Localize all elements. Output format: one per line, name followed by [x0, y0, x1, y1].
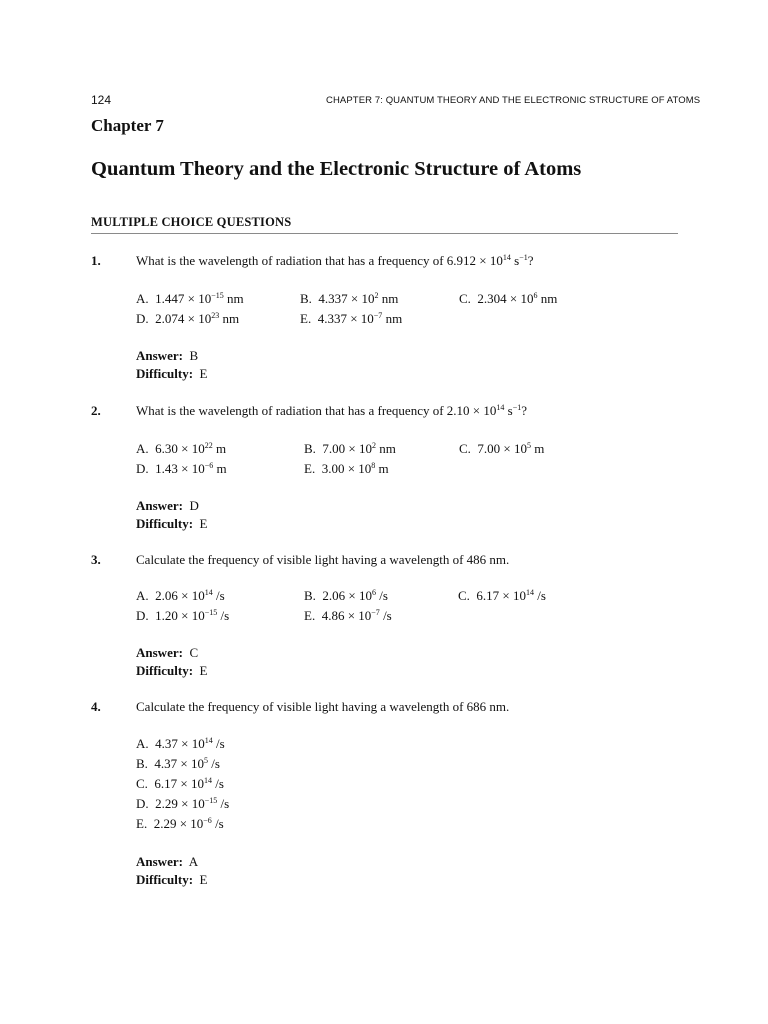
answer-option: D. $1.20 \times 10^{-15}$ /s: [136, 608, 230, 623]
answer-option: B. $4.337 \times 10^2$ nm: [300, 291, 399, 306]
answer-option: C. $2.304 \times 10^6$ nm: [459, 291, 558, 306]
answer-line: Answer: B: [136, 348, 199, 363]
chapter-title: Quantum Theory and the Electronic Structure of Atoms: [91, 158, 582, 180]
difficulty-line: Difficulty: E: [136, 366, 208, 381]
section-heading: MULTIPLE CHOICE QUESTIONS: [91, 215, 292, 229]
answer-option: A. $1.447 \times 10^{-15}$ nm: [136, 291, 244, 306]
answer-option: E. $4.337 \times 10^{-7}$ nm: [300, 311, 403, 326]
answer-option: D. $2.29 \times 10^{-15}$ /s: [136, 796, 230, 811]
chapter-label: Chapter 7: [91, 116, 164, 135]
question-text: What is the wavelength of radiation that has a frequency of $2.10 \times 10^{14}$ $s^{-1}$?: [136, 403, 527, 418]
question-number: 3.: [91, 552, 101, 567]
answer-line: Answer: A: [136, 854, 199, 869]
question-text: Calculate the frequency of visible light having a wavelength of 486 nm.: [136, 552, 510, 567]
answer-option: A. $6.30 \times 10^{22}$ m: [136, 441, 227, 456]
question-number: 2.: [91, 403, 101, 418]
answer-option: C. $6.17 \times 10^{14}$ /s: [458, 588, 546, 603]
answer-option: A. $2.06 \times 10^{14}$ /s: [136, 588, 225, 603]
answer-option: E. $3.00 \times 10^8$ m: [304, 461, 389, 476]
difficulty-line: Difficulty: E: [136, 663, 208, 678]
answer-option: E. $4.86 \times 10^{-7}$ /s: [304, 608, 392, 623]
difficulty-line: Difficulty: E: [136, 872, 208, 887]
running-head: CHAPTER 7: QUANTUM THEORY AND THE ELECTRONIC STRUCTURE OF ATOMS: [326, 95, 701, 106]
answer-option: C. $7.00 \times 10^5$ m: [459, 441, 545, 456]
answer-option: D. $2.074 \times 10^{23}$ nm: [136, 311, 240, 326]
answer-line: Answer: D: [136, 498, 199, 513]
page-number: 124: [91, 93, 112, 107]
answer-option: D. $1.43 \times 10^{-6}$ m: [136, 461, 227, 476]
question-number: 4.: [91, 699, 101, 714]
answer-option: B. $7.00 \times 10^2$ nm: [304, 441, 396, 456]
answer-option: B. $2.06 \times 10^6$ /s: [304, 588, 388, 603]
question-text: What is the wavelength of radiation that has a frequency of $6.912 \times 10^{14}$ $s^{-1}$?: [136, 253, 534, 268]
answer-option: E. $2.29 \times 10^{-6}$ /s: [136, 816, 224, 831]
answer-option: C. $6.17 \times 10^{14}$ /s: [136, 776, 224, 791]
answer-line: Answer: C: [136, 645, 199, 660]
question-number: 1.: [91, 253, 101, 268]
difficulty-line: Difficulty: E: [136, 516, 208, 531]
answer-option: A. $4.37 \times 10^{14}$ /s: [136, 736, 225, 751]
question-text: Calculate the frequency of visible light having a wavelength of 686 nm.: [136, 699, 510, 714]
section-rule: [91, 233, 678, 234]
answer-option: B. $4.37 \times 10^5$ /s: [136, 756, 220, 771]
